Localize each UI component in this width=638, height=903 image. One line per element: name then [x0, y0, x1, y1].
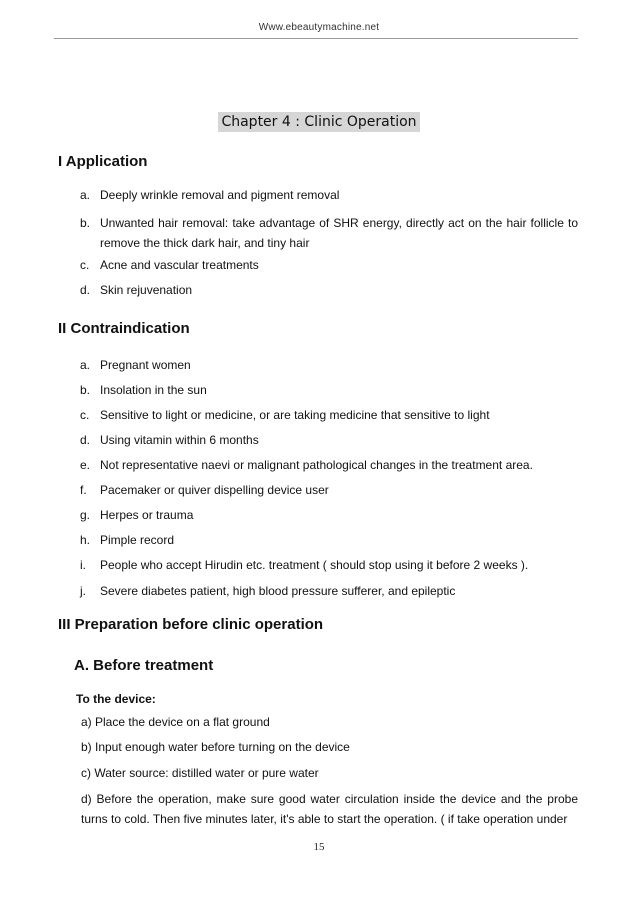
- list-text: Not representative naevi or malignant pathological changes in the treatment area.: [100, 458, 533, 472]
- list-marker: d.: [80, 283, 91, 297]
- header-divider: [54, 38, 578, 39]
- list-marker: c.: [80, 408, 90, 422]
- list-item: [80, 185, 578, 205]
- list-item: [80, 430, 578, 450]
- list-item: [80, 355, 578, 375]
- list-marker: c.: [80, 258, 90, 272]
- list-item: [80, 455, 578, 475]
- list-text: Unwanted hair removal: take advantage of SHR energy, directly act on the hair follicle to remove the thick dark hair, and tiny hair: [100, 216, 578, 250]
- list-text: a) Place the device on a flat ground: [81, 715, 270, 729]
- list-text: Skin rejuvenation: [100, 283, 193, 297]
- list-text: Deeply wrinkle removal and pigment removal: [100, 188, 340, 202]
- list-item: [81, 789, 578, 829]
- list-text: People who accept Hirudin etc. treatment ( should stop using it before 2 weeks ).: [100, 558, 529, 572]
- list-marker: e.: [80, 458, 91, 472]
- page-number: 15: [313, 841, 325, 853]
- list-text: Pregnant women: [100, 358, 191, 372]
- list-item: [80, 380, 578, 400]
- list-item: [80, 213, 578, 253]
- header-url: Www.ebeautymachine.net: [258, 22, 380, 33]
- list-item: [81, 712, 578, 732]
- device-label: To the device:: [76, 692, 156, 706]
- list-item: [81, 763, 578, 783]
- list-text: Using vitamin within 6 months: [100, 433, 259, 447]
- list-item: [80, 405, 578, 425]
- list-marker: i.: [80, 558, 86, 572]
- section-heading-contraindication: II Contraindication: [58, 320, 190, 337]
- list-item: [80, 280, 578, 300]
- list-marker: d.: [80, 433, 91, 447]
- list-marker: g.: [80, 508, 91, 522]
- subsection-heading-before-treatment: A. Before treatment: [74, 657, 214, 674]
- list-text: Acne and vascular treatments: [100, 258, 259, 272]
- chapter-title: Chapter 4 : Clinic Operation: [218, 112, 419, 132]
- list-marker: j.: [80, 584, 86, 598]
- list-item: [80, 255, 578, 275]
- list-item: [80, 555, 578, 575]
- section-heading-application: I Application: [58, 153, 148, 170]
- list-item: [80, 505, 578, 525]
- list-text: Severe diabetes patient, high blood pressure sufferer, and epileptic: [100, 584, 456, 598]
- list-item: [80, 581, 578, 601]
- list-text: Sensitive to light or medicine, or are taking medicine that sensitive to light: [100, 408, 490, 422]
- list-text: Pimple record: [100, 533, 175, 547]
- list-text: Pacemaker or quiver dispelling device user: [100, 483, 329, 497]
- list-marker: b.: [80, 383, 91, 397]
- list-marker: h.: [80, 533, 91, 547]
- list-text: c) Water source: distilled water or pure water: [81, 766, 319, 780]
- list-text: Insolation in the sun: [100, 383, 207, 397]
- list-text: Herpes or trauma: [100, 508, 194, 522]
- list-marker: a.: [80, 358, 91, 372]
- section-heading-preparation: III Preparation before clinic operation: [58, 616, 324, 633]
- list-item: [80, 530, 578, 550]
- list-text: d) Before the operation, make sure good water circulation inside the device and the probe turns to cold. Then five minutes later, it's able to start the operation. ( if take operation under: [81, 792, 578, 826]
- list-marker: a.: [80, 188, 91, 202]
- list-marker: f.: [80, 483, 87, 497]
- list-item: [80, 480, 578, 500]
- list-marker: b.: [80, 216, 91, 230]
- list-item: [81, 737, 578, 757]
- list-text: b) Input enough water before turning on the device: [81, 740, 350, 754]
- chapter-heading-container: [0, 112, 638, 132]
